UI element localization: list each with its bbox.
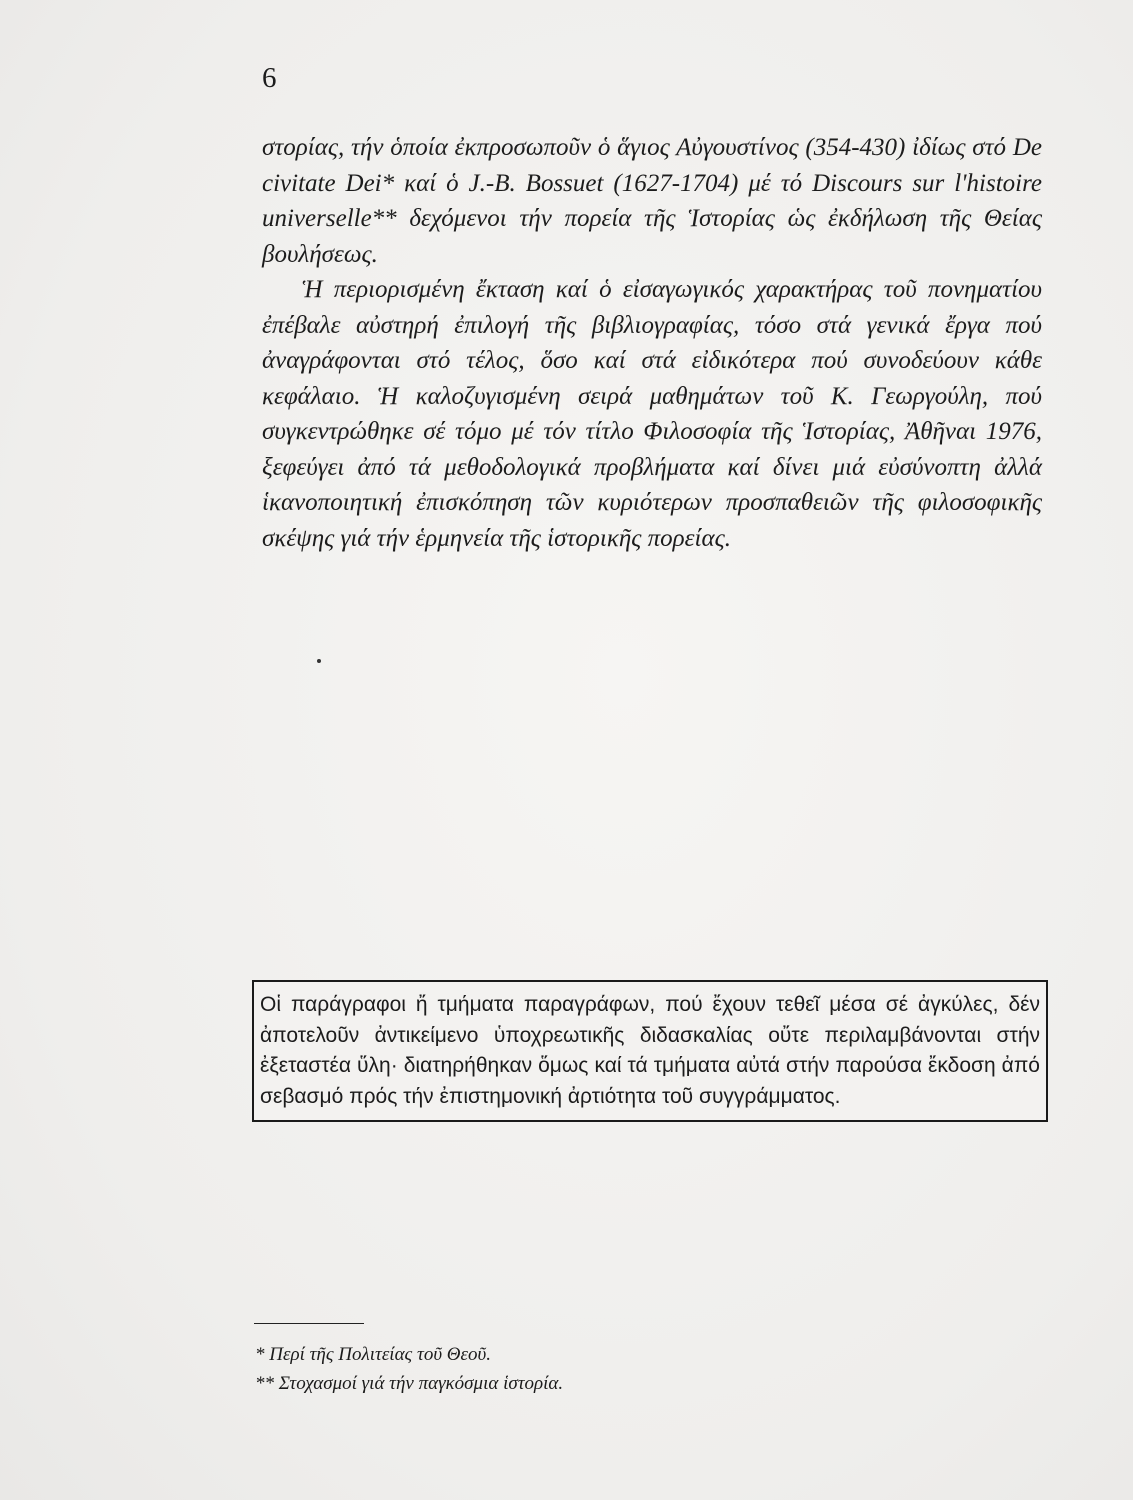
- notice-box: Οἱ παράγραφοι ἤ τμήματα παραγράφων, πού ἔχουν τεθεῖ μέσα σέ ἀγκύλες, δέν ἀποτελοῦν ἀντικείμενο ὑποχρεωτικῆς διδασκαλίας οὔτε περιλαμβάνονται στήν ἐξεταστέα ὕλη· διατηρήθηκαν ὅμως καί τά τμήματα αὐτά στήν παρούσα ἔκδοση ἀπό σεβασμό πρός τήν ἐπιστημονική ἀρτιότητα τοῦ συγγράμματος.: [252, 980, 1048, 1122]
- main-text: [262, 130, 1042, 556]
- stray-dot: [317, 659, 321, 663]
- paragraph-2: Ἡ περιορισμένη ἔκταση καί ὁ εἰσαγωγικός χαρακτήρας τοῦ πονηματίου ἐπέβαλε αὐστηρή ἐπιλογή τῆς βιβλιογραφίας, τόσο στά γενικά ἔργα πού ἀναγράφονται στό τέλος, ὅσο καί στά εἰδικότερα πού συνοδεύουν κάθε κεφάλαιο. Ἡ καλοζυγισμένη σειρά μαθημάτων τοῦ Κ. Γεωργούλη, πού συγκεντρώθηκε σέ τόμο μέ τόν τίτλο Φιλοσοφία τῆς Ἱστορίας, Ἀθῆναι 1976, ξεφεύγει ἀπό τά μεθοδολογικά προβλήματα καί δίνει μιά εὐσύνοπτη ἀλλά ἱκανοποιητική ἐπισκόπηση τῶν κυριότερων προσπαθειῶν τῆς φιλοσοφικῆς σκέψης γιά τήν ἑρμηνεία τῆς ἱστορικῆς πορείας.: [262, 276, 1042, 552]
- page-number: 6: [262, 62, 277, 94]
- footnote-rule: [254, 1323, 364, 1324]
- paragraph-1: στορίας, τήν ὁποία ἐκπροσωποῦν ὁ ἅγιος Αὐγουστίνος (354-430) ἰδίως στό De civitate Dei* καί ὁ J.-B. Bossuet (1627-1704) μέ τό Discours sur l'histoire universelle** δεχόμενοι τήν πορεία τῆς Ἱστορίας ὡς ἐκδήλωση τῆς Θείας βουλήσεως.: [262, 134, 1042, 268]
- footnote-2: ** Στοχασμοί γιά τήν παγκόσμια ἱστορία.: [255, 1373, 564, 1394]
- footnote-1: * Περί τῆς Πολιτείας τοῦ Θεοῦ.: [255, 1344, 491, 1365]
- footnotes: [255, 1340, 955, 1398]
